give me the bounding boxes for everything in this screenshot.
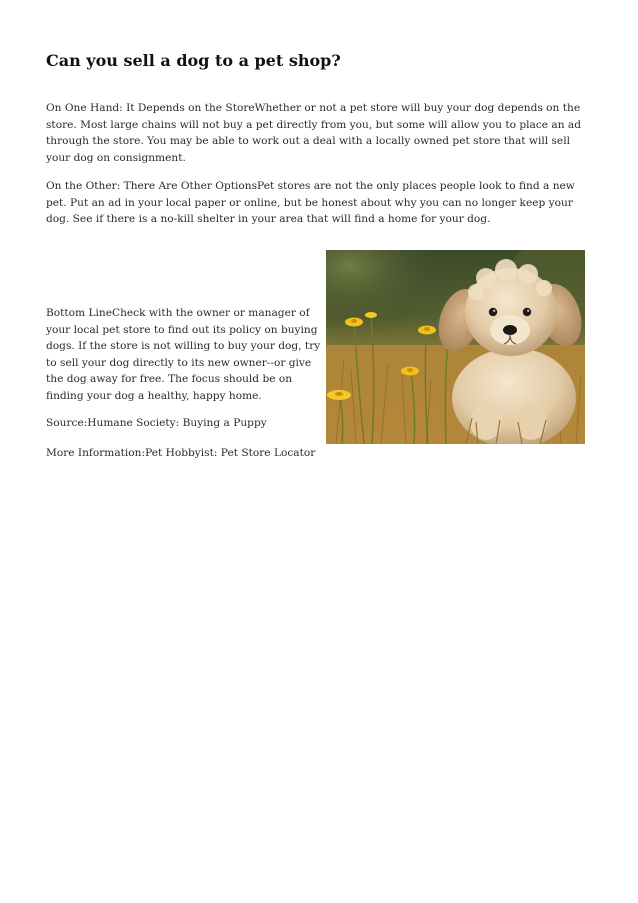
paragraph-on-the-other: On the Other: There Are Other OptionsPet stores are not the only places people look to find a new pet. Put an ad in your local paper or online, but be honest about why you can no longer keep your dog. See if there is a no-kill shelter in your area that will find a home for your dog. bbox=[46, 180, 575, 225]
page-title: Can you sell a dog to a pet shop? bbox=[46, 51, 341, 70]
source-line: Source:Humane Society: Buying a Puppy bbox=[46, 417, 267, 429]
paragraph-bottom-line: Bottom LineCheck with the owner or manager of your local pet store to find out its policy on buying dogs. If the store is not willing to buy your dog, try to sell your dog directly to its new owner--or give the dog away for free. The focus should be on finding your dog a healthy, happy home. bbox=[46, 307, 321, 402]
paragraph-on-one-hand: On One Hand: It Depends on the StoreWhether or not a pet store will buy your dog depends on the store. Most large chains will not buy a pet directly from you, but some will allow you to place an ad through the store. You may be able to work out a deal with a locally owned pet store that will sell your dog on consignment. bbox=[46, 102, 582, 164]
puppy-photo bbox=[326, 250, 585, 444]
more-information-line: More Information:Pet Hobbyist: Pet Store Locator bbox=[46, 447, 316, 459]
